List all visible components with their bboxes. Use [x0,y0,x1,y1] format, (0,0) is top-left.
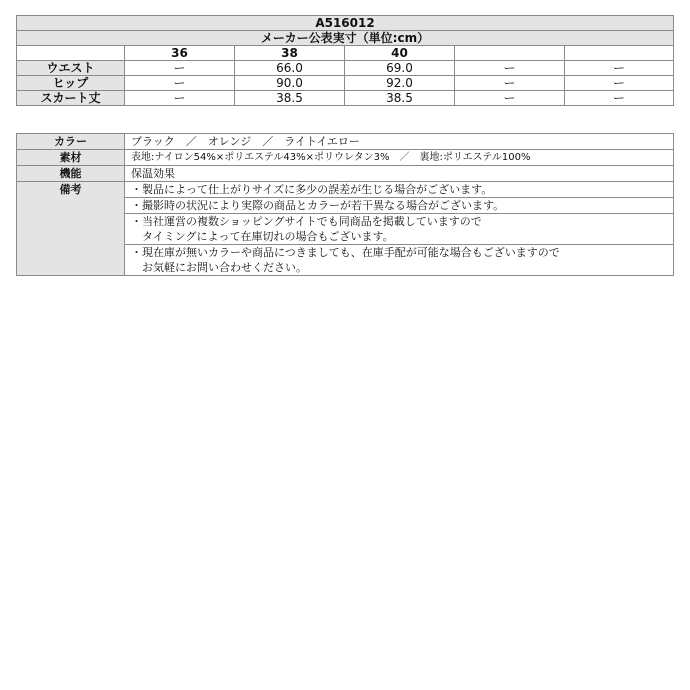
measurement-cell: 69.0 [345,61,455,76]
measurement-cell: 92.0 [345,76,455,91]
measurement-cell: ー [565,76,674,91]
size-header-cell [17,46,125,61]
spec-label-remarks: 備考 [17,182,125,276]
spec-row-function [17,166,674,182]
remark-note [125,198,674,214]
spec-label-function: 機能 [17,166,125,182]
spec-label-color: カラー [17,134,125,150]
remark-note [125,245,674,276]
row-label-waist: ウエスト [17,61,125,76]
remark-note [125,214,674,245]
measurement-cell: ー [125,91,235,106]
row-label-skirt-length: スカート丈 [17,91,125,106]
remark-line: タイミングによって在庫切れの場合もございます。 [131,230,394,243]
spec-value-function: 保温効果 [125,166,674,182]
spec-row-material [17,150,674,166]
product-code: A516012 [17,16,674,31]
spec-value-material: 表地:ナイロン54%×ポリエステル43%×ポリウレタン3% ／ 裏地:ポリエステル100% [125,150,674,166]
remark-line: ・製品によって仕上がりサイズに多少の誤差が生じる場合がございます。 [131,183,493,196]
measurement-cell: ー [565,91,674,106]
size-table [16,15,674,106]
measurement-cell: 90.0 [235,76,345,91]
spec-table [16,133,674,276]
measurement-cell: ー [455,61,565,76]
spec-value-color: ブラック ／ オレンジ ／ ライトイエロー [125,134,674,150]
size-row-skirt-length [17,91,674,106]
size-row-waist [17,61,674,76]
measurement-cell: ー [125,76,235,91]
size-header-cell: 38 [235,46,345,61]
remark-note [125,182,674,198]
measurement-cell: 66.0 [235,61,345,76]
measurement-cell: ー [455,91,565,106]
remark-line: お気軽にお問い合わせください。 [131,261,307,274]
spec-row-remarks [17,182,674,198]
size-header-cell [565,46,674,61]
remark-line: ・撮影時の状況により実際の商品とカラーが若干異なる場合がございます。 [131,199,505,212]
row-label-hip: ヒップ [17,76,125,91]
size-caption: メーカー公表実寸（単位:cm） [17,31,674,46]
measurement-cell: ー [455,76,565,91]
size-caption-row [17,31,674,46]
measurement-cell: ー [565,61,674,76]
remark-line: ・現在庫が無いカラーや商品につきましても、在庫手配が可能な場合もございますので [131,246,560,259]
measurement-cell: 38.5 [235,91,345,106]
size-header-cell: 36 [125,46,235,61]
measurement-cell: ー [125,61,235,76]
size-row-hip [17,76,674,91]
spec-label-material: 素材 [17,150,125,166]
remark-line: ・当社運営の複数ショッピングサイトでも同商品を掲載していますので [131,215,482,228]
product-code-row [17,16,674,31]
size-header-row [17,46,674,61]
size-header-cell [455,46,565,61]
measurement-cell: 38.5 [345,91,455,106]
size-header-cell: 40 [345,46,455,61]
spec-row-color [17,134,674,150]
